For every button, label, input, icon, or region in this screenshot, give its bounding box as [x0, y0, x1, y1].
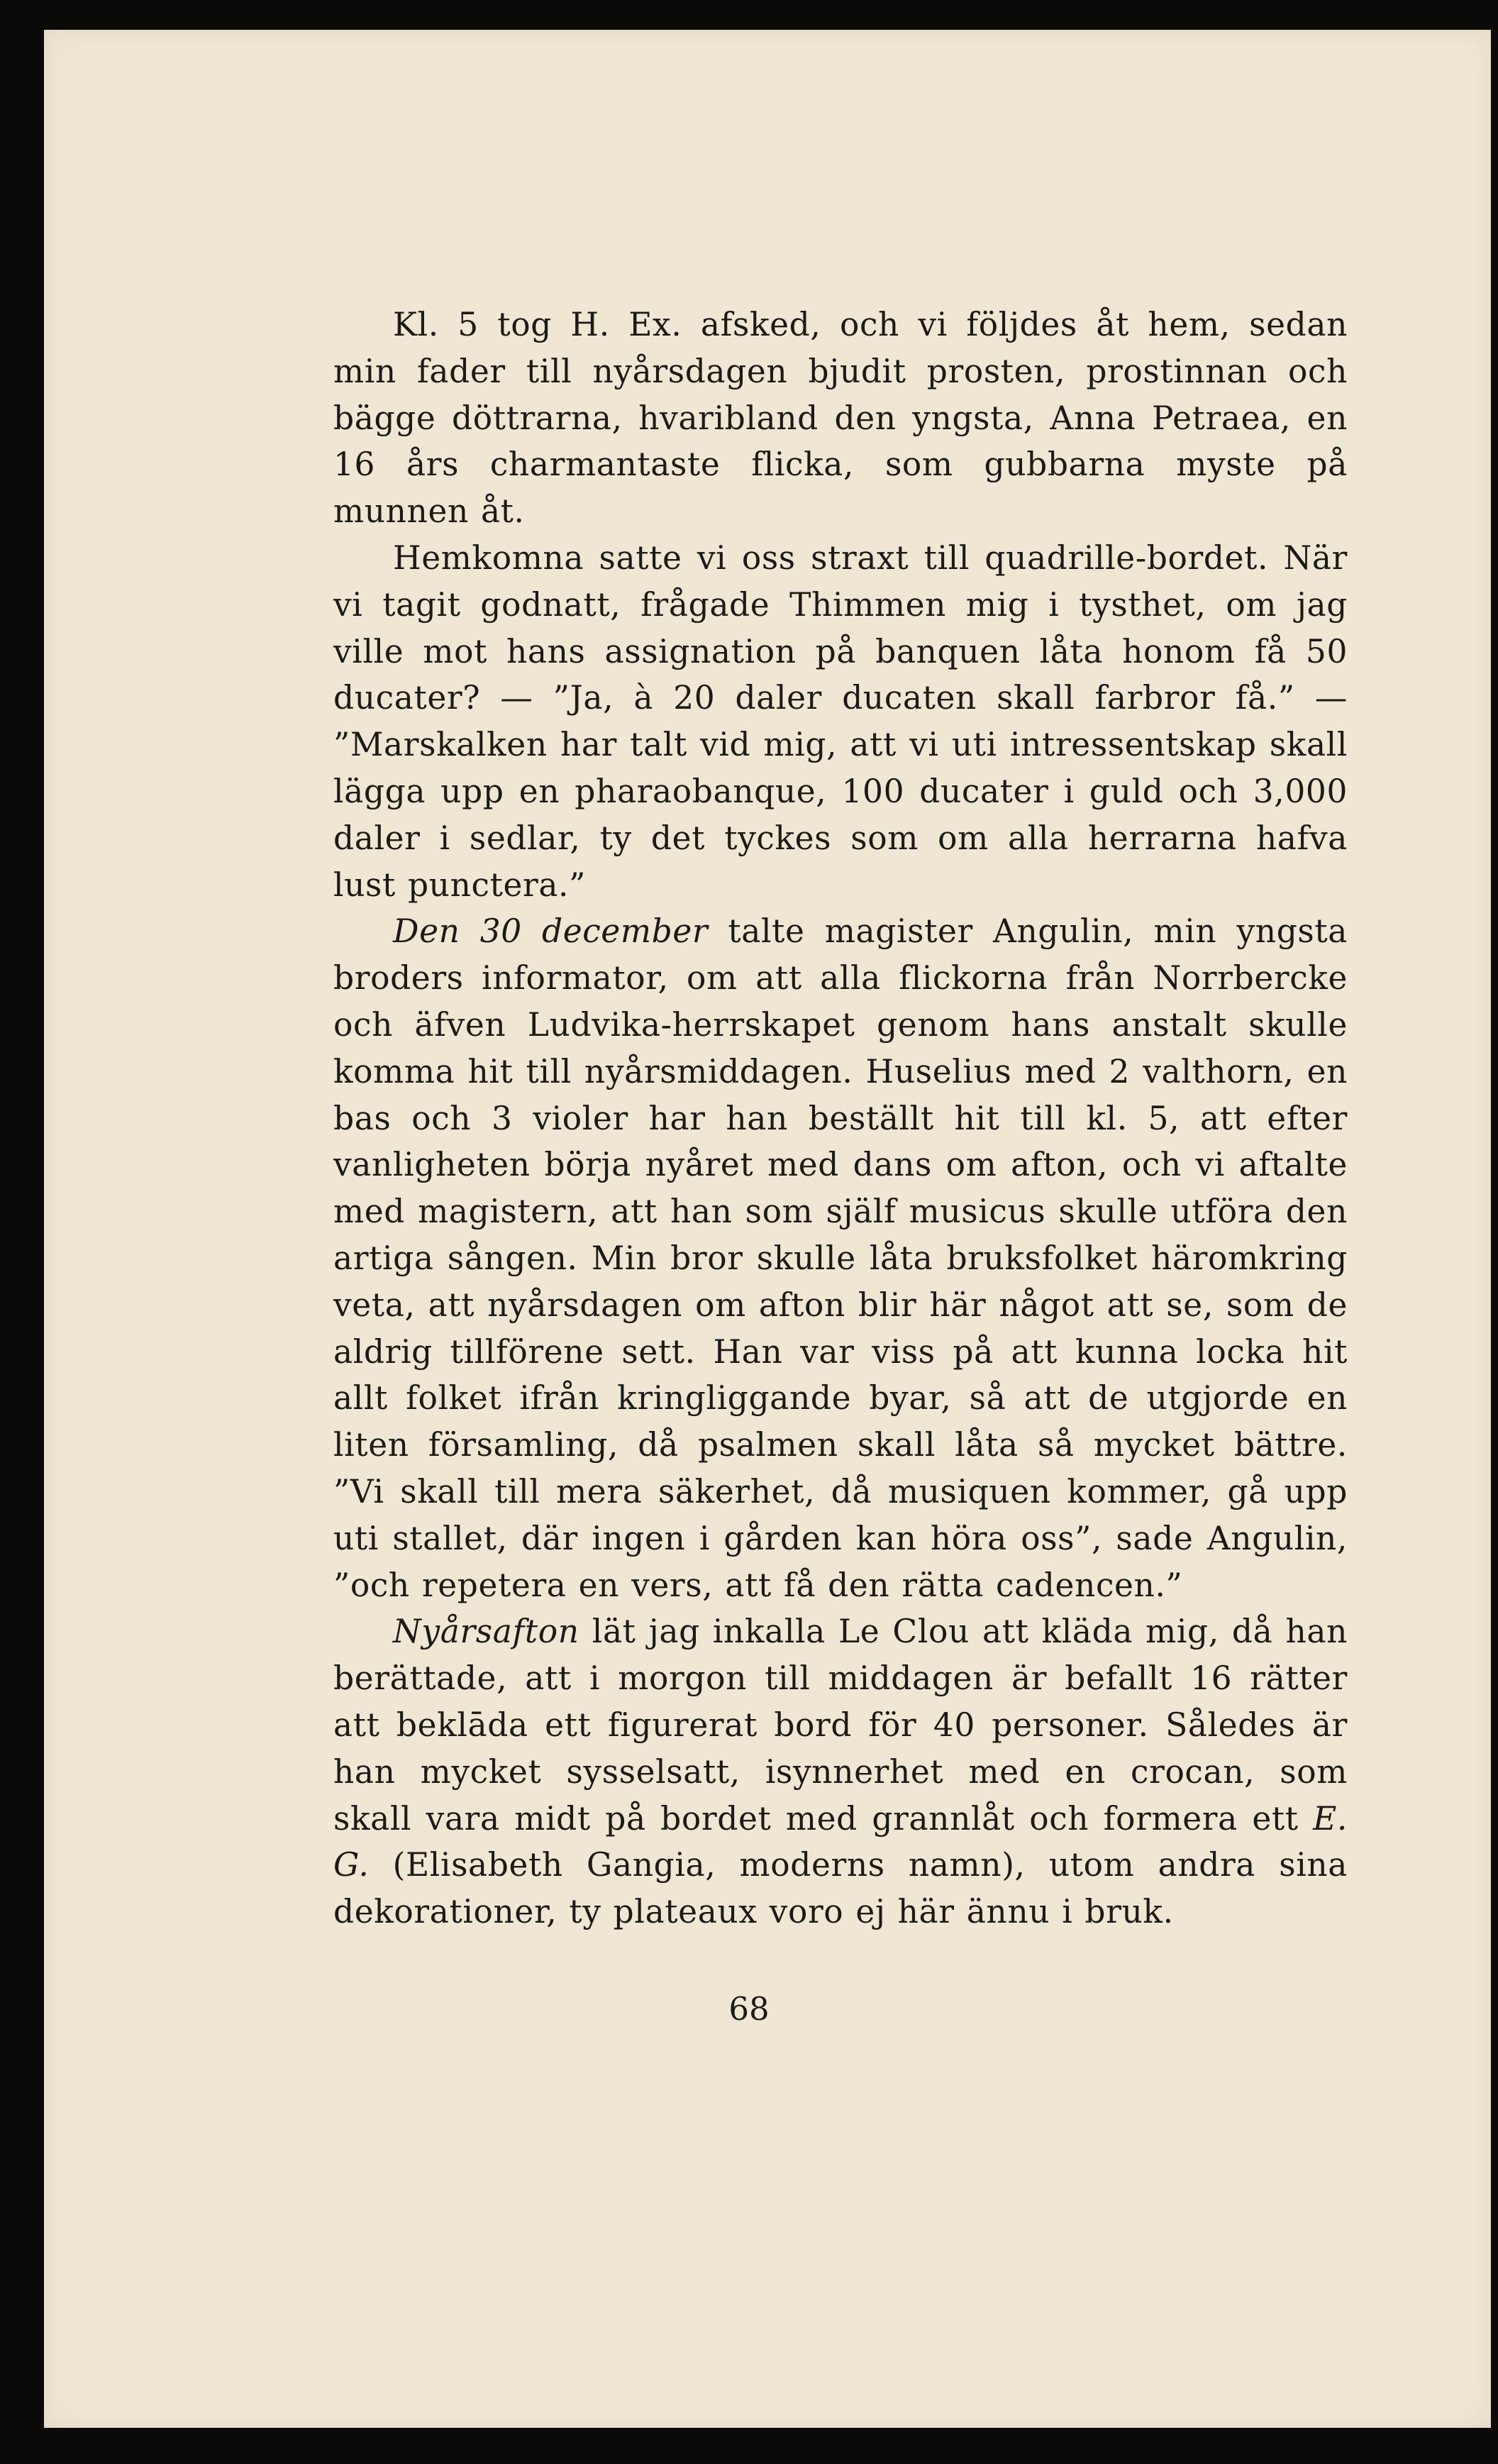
paragraph-1-text: Kl. 5 tog H. Ex. afsked, och vi följdes åt hem, sedan min fader till nyårsdagen bjudit prosten, prostinnan och bägge döttrarna, hvaribland den yngsta, Anna Petraea, en 16 års charmantaste flicka, som gubbarna myste på munnen åt.	[333, 306, 1348, 531]
paragraph-4	[333, 1608, 1348, 1935]
paragraph-1	[333, 302, 1348, 535]
page-number: 68	[728, 1990, 770, 2028]
paragraph-2	[333, 535, 1348, 908]
paragraph-4-initials: E. G.	[333, 1799, 1348, 1884]
paragraph-3-date-lead: Den 30 december	[393, 912, 709, 951]
paragraph-2-text: Hemkomna satte vi oss straxt till quadrille-bordet. När vi tagit godnatt, frågade Thimmen mig i tysthet, om jag ville mot hans assignation på banquen låta honom få 50 ducater? — ”Ja, à 20 daler ducaten skall farbror få.” — ”Marskalken har talt vid mig, att vi uti intressentskap skall lägga upp en pharaobanque, 100 ducater i guld och 3,000 daler i sedlar, ty det tyckes som om alla herrarna hafva lust punctera.”	[333, 538, 1348, 904]
paragraph-4-tail: (Elisabeth Gangia, moderns namn), utom andra sina dekorationer, ty plateaux voro ej här ännu i bruk.	[333, 1846, 1348, 1931]
paragraph-4-text: lät jag inkalla Le Clou att kläda mig, då han berättade, att i morgon till middagen är befallt 16 rätter att beklāda ett figurerat bord för 40 personer. Således är han mycket sysselsatt, isynnerhet med en crocan, som skall vara midt på bordet med grannlåt och formera ett	[333, 1613, 1348, 1838]
paragraph-4-date-lead: Nyårsafton	[393, 1613, 579, 1651]
paragraph-3-text: talte magister Angulin, min yngsta broders informator, om att alla flickorna från Norrbercke och äfven Ludvika-herrskapet genom hans anstalt skulle komma hit till nyårsmiddagen. Huselius med 2 valthorn, en bas och 3 violer har han beställt hit till kl. 5, att efter vanligheten börja nyåret med dans om afton, och vi aftalte med magistern, att han som själf musicus skulle utföra den artiga sången. Min bror skulle låta bruksfolket häromkring veta, att nyårsdagen om afton blir här något att se, som de aldrig tillförene sett. Han var viss på att kunna locka hit allt folket ifrån kringliggande byar, så att de utgjorde en liten församling, då psalmen skall låta så mycket bättre. ”Vi skall till mera säkerhet, då musiquen kommer, gå upp uti stallet, där ingen i gården kan höra oss”, sade Angulin, ”och repetera en vers, att få den rätta cadencen.”	[333, 912, 1348, 1604]
page-body-text	[333, 302, 1348, 1935]
paragraph-3	[333, 908, 1348, 1608]
